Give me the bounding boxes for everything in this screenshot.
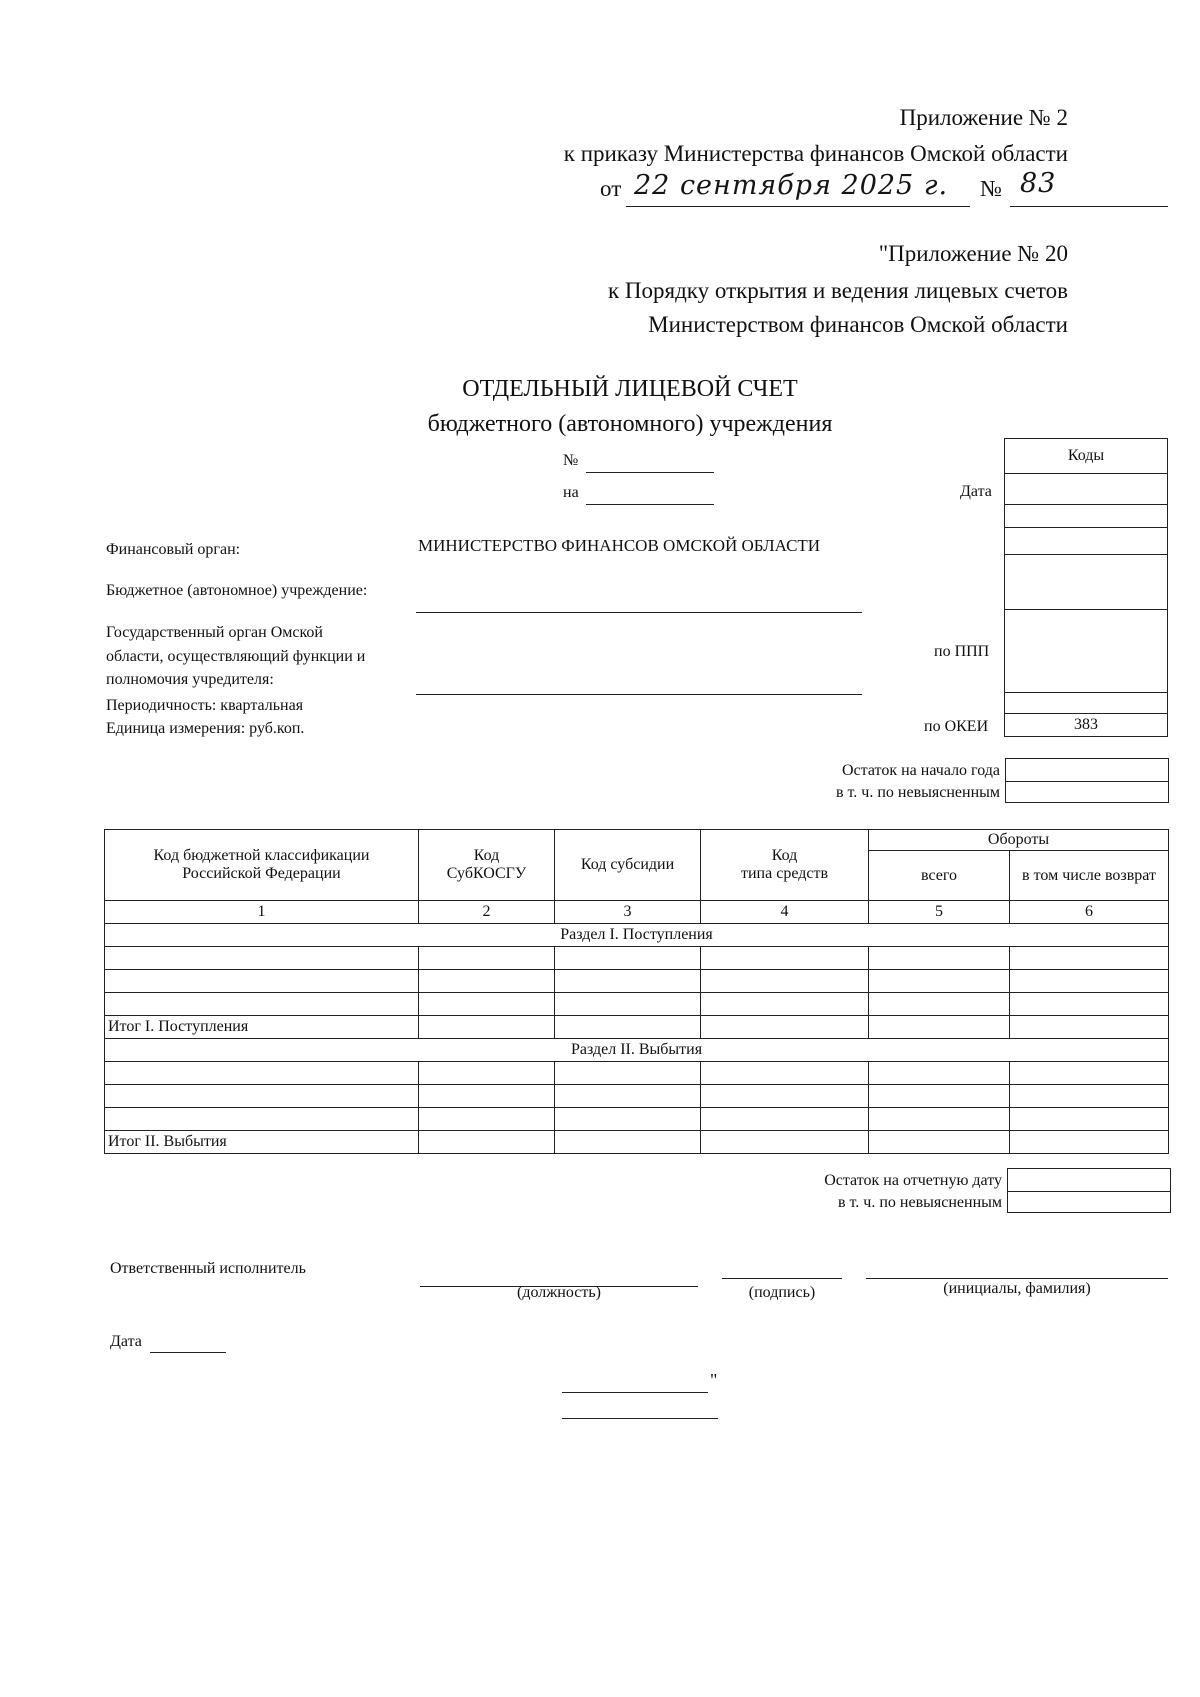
cell[interactable] — [869, 947, 1010, 970]
code-blank-3[interactable] — [1005, 693, 1167, 714]
balance-start-unclarified-field[interactable] — [1005, 780, 1169, 803]
cell[interactable] — [869, 993, 1010, 1016]
order-date-line — [600, 168, 1168, 212]
fin-organ-value: МИНИСТЕРСТВО ФИНАНСОВ ОМСКОЙ ОБЛАСТИ — [418, 536, 821, 555]
gov-organ-label-1: Государственный орган Омской — [106, 624, 323, 641]
table-header-row — [105, 830, 1169, 851]
total-2-row — [105, 1131, 1169, 1154]
balance-start-unclarified-label: в т. ч. по невыясненным — [835, 784, 1000, 801]
cell[interactable] — [555, 970, 701, 993]
gov-organ-field[interactable] — [416, 672, 862, 695]
cell[interactable] — [869, 1016, 1010, 1039]
column-number: 4 — [701, 901, 869, 924]
number-label: № — [980, 176, 1002, 201]
table-row — [105, 993, 1169, 1016]
cell[interactable] — [869, 1131, 1010, 1154]
code-okei: 383 — [1074, 716, 1098, 733]
col-fund-type-header: Код типа средств — [701, 830, 869, 901]
name-caption: (инициалы, фамилия) — [943, 1280, 1091, 1297]
cell[interactable] — [419, 1131, 555, 1154]
cell[interactable] — [419, 1016, 555, 1039]
balance-end-field[interactable] — [1007, 1168, 1171, 1192]
column-number: 3 — [555, 901, 701, 924]
cell[interactable] — [869, 970, 1010, 993]
section-1-title: Раздел I. Поступления — [105, 924, 1169, 947]
cell[interactable] — [869, 1108, 1010, 1131]
periodicity: Периодичность: квартальная — [106, 697, 304, 714]
on-date-field[interactable] — [586, 484, 714, 505]
cell[interactable] — [419, 1085, 555, 1108]
cell[interactable] — [555, 947, 701, 970]
cell[interactable] — [869, 1062, 1010, 1085]
balance-end-unclarified-label: в т. ч. по невыясненным — [837, 1194, 1002, 1211]
cell[interactable] — [1010, 1131, 1169, 1154]
cell[interactable] — [419, 1108, 555, 1131]
cell[interactable] — [701, 970, 869, 993]
total-1-label: Итог I. Поступления — [105, 1016, 419, 1039]
cell[interactable] — [105, 1108, 419, 1131]
cell[interactable] — [105, 970, 419, 993]
cell[interactable] — [701, 1108, 869, 1131]
responsible-label: Ответственный исполнитель — [110, 1260, 306, 1277]
cell[interactable] — [1010, 1108, 1169, 1131]
signature-field[interactable] — [722, 1254, 842, 1279]
section-2-row — [105, 1039, 1169, 1062]
table-row — [105, 970, 1169, 993]
from-label: от — [600, 176, 622, 201]
cell[interactable] — [419, 993, 555, 1016]
cell[interactable] — [555, 1131, 701, 1154]
section-1-row — [105, 924, 1169, 947]
cell[interactable] — [105, 993, 419, 1016]
name-field[interactable] — [866, 1254, 1168, 1279]
table-row — [105, 1108, 1169, 1131]
balance-end-label: Остаток на отчетную дату — [824, 1172, 1002, 1189]
table-row — [105, 1062, 1169, 1085]
section-2-title: Раздел II. Выбытия — [105, 1039, 1169, 1062]
closing-line-2 — [562, 1398, 718, 1419]
col-total-header: всего — [869, 851, 1010, 901]
date-code-label: Дата — [960, 483, 992, 500]
cell[interactable] — [419, 947, 555, 970]
col-refund-header: в том числе возврат — [1010, 851, 1169, 901]
cell[interactable] — [701, 1062, 869, 1085]
total-2-label: Итог II. Выбытия — [105, 1131, 419, 1154]
ppp-code-label: по ППП — [934, 643, 990, 660]
column-number-row — [105, 901, 1169, 924]
cell[interactable] — [1010, 1085, 1169, 1108]
cell[interactable] — [555, 1108, 701, 1131]
column-number: 2 — [419, 901, 555, 924]
appendix-title: Приложение № 2 — [899, 105, 1068, 130]
col-budget-code-header: Код бюджетной классификации Российской Федерации — [105, 830, 419, 901]
cell[interactable] — [701, 1085, 869, 1108]
cell[interactable] — [419, 1062, 555, 1085]
col-subkosgu-header: Код СубКОСГУ — [419, 830, 555, 901]
procedure-reference: к Порядку открытия и ведения лицевых счетов — [607, 278, 1068, 303]
cell[interactable] — [701, 1131, 869, 1154]
column-number: 6 — [1010, 901, 1169, 924]
code-date[interactable] — [1005, 474, 1167, 505]
appendix-20: "Приложение № 20 — [878, 241, 1068, 266]
account-number-label: № — [563, 452, 579, 469]
code-blank-2[interactable] — [1005, 528, 1167, 555]
cell[interactable] — [1010, 1016, 1169, 1039]
gov-organ-label-3: полномочия учредителя: — [106, 671, 274, 688]
balance-end-unclarified-field[interactable] — [1007, 1190, 1171, 1213]
unit-of-measure: Единица измерения: руб.коп. — [106, 720, 305, 737]
cell[interactable] — [701, 947, 869, 970]
cell[interactable] — [105, 947, 419, 970]
table-row — [105, 1085, 1169, 1108]
column-number: 1 — [105, 901, 419, 924]
position-caption: (должность) — [517, 1284, 601, 1301]
cell[interactable] — [105, 1062, 419, 1085]
document-title: ОТДЕЛЬНЫЙ ЛИЦЕВОЙ СЧЕТ — [462, 376, 798, 402]
date-field[interactable] — [150, 1332, 226, 1353]
cell[interactable] — [555, 1016, 701, 1039]
cell[interactable] — [419, 970, 555, 993]
balance-start-label: Остаток на начало года — [842, 762, 1000, 779]
on-date-label: на — [563, 484, 579, 501]
cell[interactable] — [1010, 993, 1169, 1016]
cell[interactable] — [555, 1085, 701, 1108]
cell[interactable] — [1010, 947, 1169, 970]
date-label: Дата — [110, 1333, 142, 1350]
cell[interactable] — [105, 1085, 419, 1108]
order-reference: к приказу Министерства финансов Омской области — [563, 141, 1068, 166]
cell[interactable] — [1010, 1062, 1169, 1085]
codes-header: Коды — [1005, 439, 1167, 474]
handwritten-number: 83 — [1020, 168, 1057, 199]
gov-organ-label-2: области, осуществляющий функции и — [106, 648, 366, 665]
total-1-row — [105, 1016, 1169, 1039]
turnover-header: Обороты — [869, 830, 1169, 851]
institution-field[interactable] — [416, 590, 862, 613]
column-number: 5 — [869, 901, 1010, 924]
cell[interactable] — [701, 1016, 869, 1039]
document-subtitle: бюджетного (автономного) учреждения — [427, 411, 833, 437]
cell[interactable] — [869, 1085, 1010, 1108]
signature-caption: (подпись) — [748, 1284, 816, 1301]
table-row — [105, 947, 1169, 970]
handwritten-date: 22 сентября 2025 г. — [634, 170, 949, 201]
code-fin-organ[interactable] — [1005, 555, 1167, 610]
balance-start-field[interactable] — [1005, 758, 1169, 782]
closing-line-1 — [562, 1370, 708, 1393]
cell[interactable] — [555, 993, 701, 1016]
code-blank-1[interactable] — [1005, 505, 1167, 528]
turnover-table — [104, 829, 1169, 1154]
cell[interactable] — [1010, 970, 1169, 993]
cell[interactable] — [555, 1062, 701, 1085]
cell[interactable] — [701, 993, 869, 1016]
code-ppp[interactable] — [1005, 610, 1167, 693]
institution-label: Бюджетное (автономное) учреждение: — [106, 582, 368, 599]
ministry-reference: Министерством финансов Омской области — [648, 312, 1068, 337]
fin-organ-label: Финансовый орган: — [106, 541, 241, 558]
account-number-field[interactable] — [586, 452, 714, 473]
closing-quote: " — [710, 1370, 718, 1390]
codes-box — [1004, 438, 1168, 737]
okei-code-label: по ОКЕИ — [924, 718, 989, 735]
col-subsidy-header: Код субсидии — [555, 830, 701, 901]
